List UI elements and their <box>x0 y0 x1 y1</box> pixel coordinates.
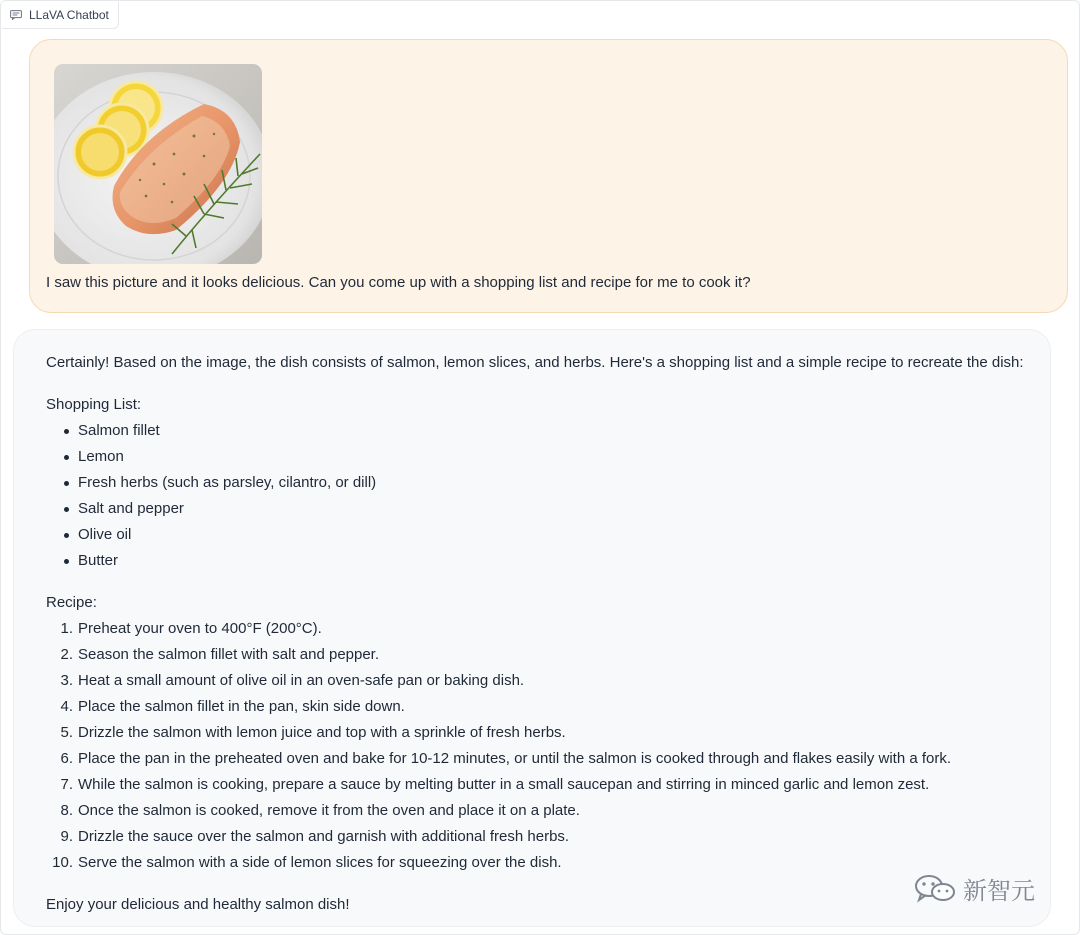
shopping-list-item: Salmon fillet <box>46 418 1050 444</box>
recipe-step <box>46 694 1050 720</box>
recipe-title: Recipe: <box>46 594 97 611</box>
shopping-list-item: Olive oil <box>46 522 1050 548</box>
recipe-step <box>46 720 1050 746</box>
salmon-dish-photo <box>54 64 262 264</box>
shopping-list-item: Salt and pepper <box>46 496 1050 522</box>
shopping-list-item: Fresh herbs (such as parsley, cilantro, or dill) <box>46 470 1050 496</box>
bot-message-bubble <box>13 329 1051 927</box>
recipe-step-number: 9. <box>60 828 73 845</box>
recipe-step <box>46 824 1050 850</box>
watermark <box>913 871 1035 905</box>
recipe-step-text: While the salmon is cooking, prepare a sauce by melting butter in a small saucepan and stirring in minced garlic and lemon zest. <box>78 776 930 793</box>
recipe-step <box>46 772 1050 798</box>
recipe-step-text: Place the pan in the preheated oven and bake for 10-12 minutes, or until the salmon is cooked through and flakes easily with a fork. <box>78 750 952 767</box>
shopping-list-item: Lemon <box>46 444 1050 470</box>
chatbot-label <box>2 2 119 29</box>
recipe-step-number: 3. <box>60 672 73 689</box>
recipe-step-number: 1. <box>60 620 73 637</box>
bot-closing-text: Enjoy your delicious and healthy salmon dish! <box>46 896 350 913</box>
recipe-step <box>46 668 1050 694</box>
recipe-step <box>46 616 1050 642</box>
user-message-text: I saw this picture and it looks delicious. Can you come up with a shopping list and recipe for me to cook it? <box>46 274 751 291</box>
recipe-step-number: 10. <box>52 854 73 871</box>
recipe-step <box>46 746 1050 772</box>
recipe-step-text: Drizzle the salmon with lemon juice and top with a sprinkle of fresh herbs. <box>78 724 566 741</box>
recipe-step-text: Preheat your oven to 400°F (200°C). <box>78 620 322 637</box>
shopping-list-title: Shopping List: <box>46 396 142 413</box>
recipe-steps <box>46 616 1050 876</box>
chatbot-label-text: LLaVA Chatbot <box>29 8 109 22</box>
recipe-step-number: 5. <box>60 724 73 741</box>
recipe-step-number: 2. <box>60 646 73 663</box>
recipe-step-number: 4. <box>60 698 73 715</box>
watermark-text: 新智元 <box>963 876 1035 905</box>
recipe-step <box>46 642 1050 668</box>
recipe-step-text: Place the salmon fillet in the pan, skin side down. <box>78 698 405 715</box>
recipe-step-number: 6. <box>60 750 73 767</box>
shopping-list-item: Butter <box>46 548 1050 574</box>
recipe-step-text: Once the salmon is cooked, remove it from the oven and place it on a plate. <box>78 802 580 819</box>
user-message-bubble <box>29 39 1068 313</box>
chat-icon <box>10 10 22 20</box>
wechat-icon <box>913 873 957 903</box>
recipe-step-number: 8. <box>60 802 73 819</box>
recipe-step-text: Serve the salmon with a side of lemon slices for squeezing over the dish. <box>78 854 562 871</box>
recipe-step <box>46 850 1050 876</box>
recipe-step-text: Heat a small amount of olive oil in an oven-safe pan or baking dish. <box>78 672 525 689</box>
recipe-step-number: 7. <box>60 776 73 793</box>
shopping-list <box>46 418 1050 574</box>
bot-intro-text: Certainly! Based on the image, the dish consists of salmon, lemon slices, and herbs. Here's a shopping list and a simple recipe to recreate the dish: <box>46 354 1024 371</box>
recipe-step <box>46 798 1050 824</box>
recipe-step-text: Drizzle the sauce over the salmon and garnish with additional fresh herbs. <box>78 828 570 845</box>
recipe-step-text: Season the salmon fillet with salt and pepper. <box>78 646 380 663</box>
